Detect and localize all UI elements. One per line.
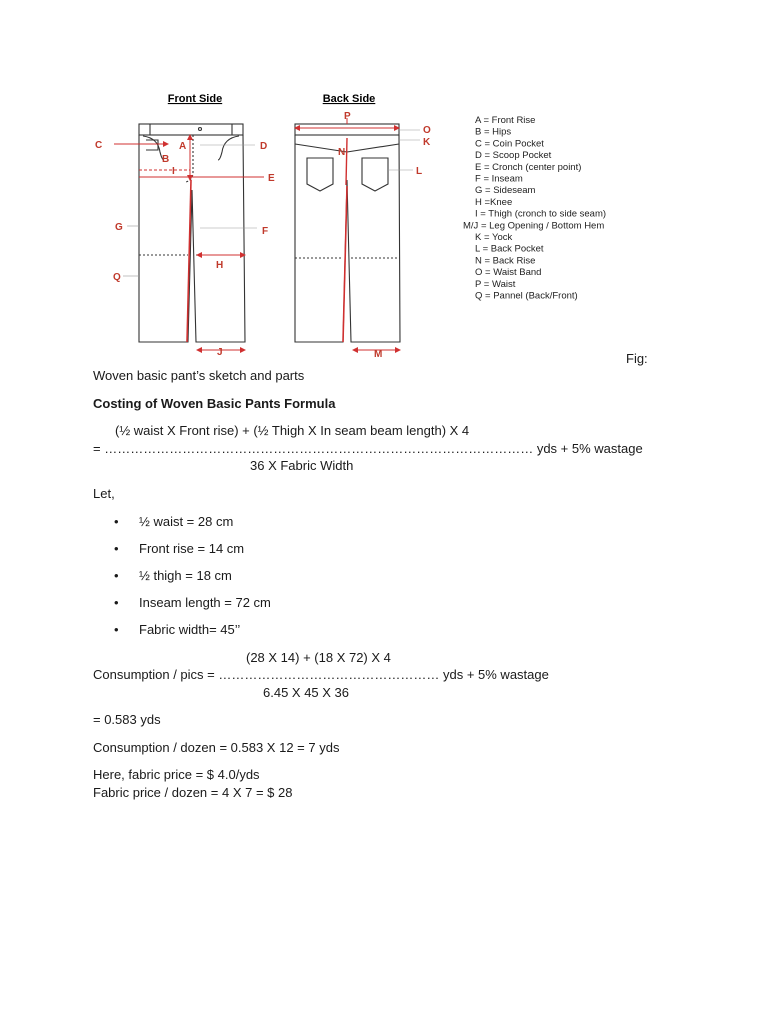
legend-item: C = Coin Pocket [475,138,544,150]
front-pants-sketch [139,124,245,342]
front-side-title: Front Side [167,93,223,105]
legend-item: H =Knee [475,196,513,208]
let-item-fabric-width: Fabric width= 45’’ [139,622,241,637]
bullet-dot: • [114,622,119,637]
legend-item: O = Waist Band [475,267,542,279]
back-measure-lines [297,118,398,350]
let-item-inseam: Inseam length = 72 cm [139,595,271,610]
consumption-denominator: 6.45 X 45 X 36 [263,685,350,700]
legend-item: Q = Pannel (Back/Front) [475,290,578,302]
consumption-dozen: Consumption / dozen = 0.583 X 12 = 7 yds [93,740,340,755]
parts-legend [463,115,606,302]
label-b: B [162,154,170,165]
fig-label: Fig: [626,351,648,366]
formula-line: = ……………………………………………………………………………………… yds + 5% wastage [93,441,643,456]
label-m: M [374,349,383,360]
label-c: C [95,140,103,151]
label-j: J [217,347,223,358]
label-i: I [172,166,175,177]
legend-item: A = Front Rise [475,115,536,126]
label-a: A [179,141,187,152]
label-n: N [338,147,346,158]
consumption-numerator: (28 X 14) + (18 X 72) X 4 [246,650,391,665]
legend-item: I = Thigh (cronch to side seam) [475,208,607,220]
fabric-price-dozen: Fabric price / dozen = 4 X 7 = $ 28 [93,785,293,800]
let-label: Let, [93,486,115,501]
label-f: F [262,226,269,237]
legend-item: N = Back Rise [475,255,536,267]
legend-item: D = Scoop Pocket [475,150,552,162]
consumption-result: = 0.583 yds [93,712,161,727]
bullet-dot: • [114,541,119,556]
legend-item: B = Hips [475,126,512,138]
bullet-dot: • [114,514,119,529]
legend-item: K = Yock [475,232,513,243]
label-o: O [423,125,431,136]
formula-denominator: 36 X Fabric Width [250,458,354,473]
let-item-front-rise: Front rise = 14 cm [139,541,245,556]
label-e: E [268,173,275,184]
back-side-title: Back Side [322,93,376,105]
label-h: H [216,260,224,271]
label-l: L [416,166,423,177]
formula-numerator: (½ waist X Front rise) + (½ Thigh X In seam beam length) X 4 [115,423,470,438]
back-labels [338,111,431,360]
legend-item: G = Sideseam [475,185,536,197]
label-g: G [115,222,123,233]
let-item-half-thigh: ½ thigh = 18 cm [139,568,232,583]
label-q: Q [113,272,121,283]
legend-item: F = Inseam [475,173,523,185]
label-p: P [344,111,351,122]
back-pants-sketch [295,124,400,342]
bullet-dot: • [114,595,119,610]
legend-item: E = Cronch (center point) [475,161,582,173]
consumption-line: Consumption / pics = …………………………………………… yds + 5% wastage [93,667,549,682]
figure-caption: Woven basic pant’s sketch and parts [93,368,305,383]
fabric-price: Here, fabric price = $ 4.0/yds [93,767,260,782]
legend-item: M/J = Leg Opening / Bottom Hem [463,220,605,232]
legend-item: P = Waist [475,278,516,290]
legend-item: L = Back Pocket [475,243,544,255]
bullet-dot: • [114,568,119,583]
label-k: K [423,137,431,148]
label-d: D [260,141,268,152]
back-leader-lines [388,130,420,170]
let-item-half-waist: ½ waist = 28 cm [139,514,234,529]
pants-figure [0,0,768,365]
formula-heading: Costing of Woven Basic Pants Formula [93,396,336,411]
front-labels [95,140,275,358]
